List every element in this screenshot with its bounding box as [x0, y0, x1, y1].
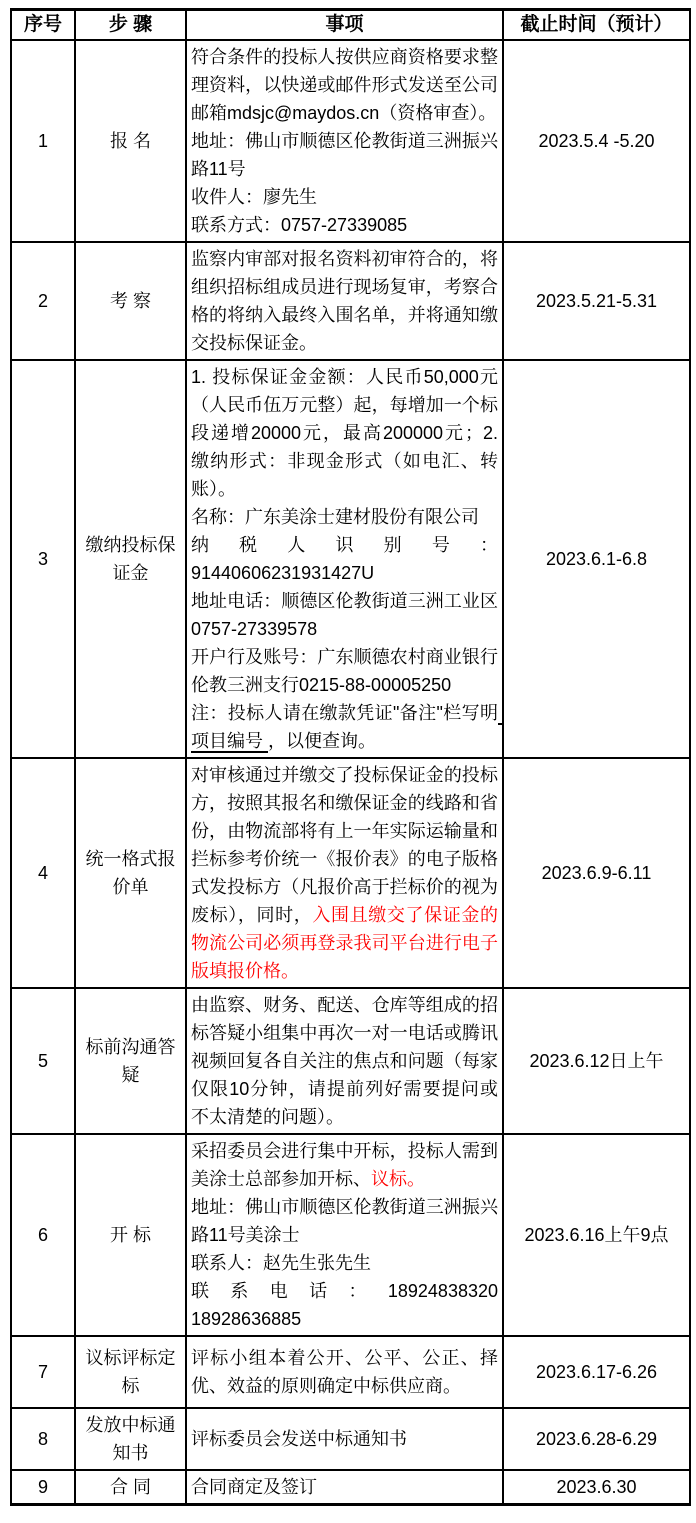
- text-segment: 符合条件的投标人按供应商资格要求整理资料，以快递或邮件形式发送至公司邮箱mdsjc@maydos.cn（资格审查）。: [191, 47, 498, 123]
- cell-item-details: [186, 242, 503, 360]
- cell-sequence-number: 2: [11, 242, 75, 360]
- text-segment: 地址电话：顺德区伦教街道三洲工业区0757-27339578: [191, 591, 498, 639]
- text-segment: 合同商定及签订: [191, 1477, 317, 1497]
- red-emphasis-text: 议标。: [371, 1169, 425, 1189]
- table-body: [11, 40, 690, 1505]
- item-paragraph: [191, 211, 498, 239]
- cell-deadline: 2023.6.30: [503, 1470, 690, 1505]
- text-segment: 1. 投标保证金金额：人民币50,000元（人民币伍万元整）起，每增加一个标段递增20000元，最高200000元；2. 缴纳形式：非现金形式（如电汇、转账）。: [191, 367, 504, 499]
- cell-item-details: [186, 1408, 503, 1470]
- text-segment: 联系方式：0757-27339085: [191, 215, 408, 235]
- bidding-schedule-table: [10, 8, 691, 1506]
- item-paragraph: [191, 1249, 498, 1277]
- cell-sequence-number: 9: [11, 1470, 75, 1505]
- item-paragraph: [191, 183, 498, 211]
- cell-item-details: [186, 360, 503, 758]
- table-row: [11, 360, 690, 758]
- table-row: [11, 988, 690, 1134]
- cell-deadline: 2023.5.21-5.31: [503, 242, 690, 360]
- cell-sequence-number: 7: [11, 1336, 75, 1408]
- cell-step-name: 统一格式报价单: [75, 758, 186, 988]
- item-paragraph: [191, 503, 498, 531]
- cell-step-name: 开 标: [75, 1134, 186, 1336]
- cell-step-name: 合 同: [75, 1470, 186, 1505]
- cell-deadline: 2023.6.28-6.29: [503, 1408, 690, 1470]
- item-paragraph: [191, 245, 498, 357]
- text-segment: 联系人：赵先生张先生: [191, 1253, 371, 1273]
- table-row: [11, 40, 690, 242]
- text-segment: 采招委员会进行集中开标，投标人需到美涂士总部参加开标、: [191, 1141, 498, 1189]
- red-emphasis-text: 入围且缴交了保证金的物流公司必须再登录我司平台进行电子版填报价格。: [191, 905, 498, 981]
- item-paragraph: [191, 587, 498, 643]
- table-row: [11, 1470, 690, 1505]
- table-row: [11, 1408, 690, 1470]
- table-row: [11, 1134, 690, 1336]
- item-paragraph: [191, 643, 498, 699]
- cell-deadline: 2023.5.4 -5.20: [503, 40, 690, 242]
- text-segment: 名称：广东美涂士建材股份有限公司: [191, 507, 479, 527]
- text-segment: 收件人：廖先生: [191, 187, 317, 207]
- cell-deadline: 2023.6.9-6.11: [503, 758, 690, 988]
- cell-deadline: 2023.6.12日上午: [503, 988, 690, 1134]
- text-segment: 纳税人识别号：91440606231931427U: [191, 535, 498, 583]
- text-segment: 地址：佛山市顺德区伦教街道三洲振兴路11号美涂士: [191, 1197, 498, 1245]
- cell-step-name: 议标评标定标: [75, 1336, 186, 1408]
- cell-item-details: [186, 988, 503, 1134]
- item-paragraph: [191, 1193, 498, 1249]
- cell-sequence-number: 5: [11, 988, 75, 1134]
- column-header-deadline: 截止时间（预计）: [503, 10, 690, 41]
- table-row: [11, 1336, 690, 1408]
- text-segment: 联系电话：18924838320 18928636885: [191, 1281, 504, 1329]
- cell-deadline: 2023.6.17-6.26: [503, 1336, 690, 1408]
- text-segment: 注：投标人请在缴款凭证"备注"栏写明: [191, 703, 498, 723]
- text-segment: 对审核通过并缴交了投标保证金的投标方，按照其报名和缴保证金的线路和省份，由物流部将有上一年实际运输量和拦标参考价统一《报价表》的电子版格式发投标方（凡报价高于拦标价的视为废标），同时，: [191, 765, 498, 925]
- item-paragraph: [191, 991, 498, 1131]
- item-paragraph: [191, 699, 504, 755]
- item-paragraph: [191, 43, 498, 127]
- cell-item-details: [186, 1470, 503, 1505]
- cell-step-name: 缴纳投标保证金: [75, 360, 186, 758]
- cell-sequence-number: 1: [11, 40, 75, 242]
- text-segment: 地址：佛山市顺德区伦教街道三洲振兴路11号: [191, 131, 498, 179]
- item-paragraph: [191, 1425, 498, 1453]
- item-paragraph: [191, 1344, 498, 1400]
- cell-item-details: [186, 1134, 503, 1336]
- text-segment: 开户行及账号：广东顺德农村商业银行伦教三洲支行0215-88-00005250: [191, 647, 498, 695]
- column-header-step: 步 骤: [75, 10, 186, 41]
- text-segment: 评标委员会发送中标通知书: [191, 1429, 407, 1449]
- cell-deadline: 2023.6.16上午9点: [503, 1134, 690, 1336]
- item-paragraph: [191, 1473, 498, 1501]
- text-segment: 由监察、财务、配送、仓库等组成的招标答疑小组集中再次一对一电话或腾讯视频回复各自关注的焦点和问题（每家仅限10分钟，请提前列好需要提问或不太清楚的问题）。: [191, 995, 498, 1127]
- cell-deadline: 2023.6.1-6.8: [503, 360, 690, 758]
- cell-item-details: [186, 758, 503, 988]
- cell-item-details: [186, 1336, 503, 1408]
- cell-item-details: [186, 40, 503, 242]
- item-paragraph: [191, 127, 498, 183]
- table-row: [11, 758, 690, 988]
- item-paragraph: [191, 1277, 504, 1333]
- cell-sequence-number: 3: [11, 360, 75, 758]
- table-row: [11, 242, 690, 360]
- cell-sequence-number: 6: [11, 1134, 75, 1336]
- underlined-project-number-text: 项目编号: [191, 703, 504, 751]
- item-paragraph: [191, 1137, 498, 1193]
- text-segment: 监察内审部对报名资料初审符合的，将组织招标组成员进行现场复审，考察合格的将纳入最终入围名单，并将通知缴交投标保证金。: [191, 249, 498, 353]
- column-header-sequence: 序号: [11, 10, 75, 41]
- cell-sequence-number: 8: [11, 1408, 75, 1470]
- table-header-row: [11, 10, 690, 41]
- text-segment: 评标小组本着公开、公平、公正、择优、效益的原则确定中标供应商。: [191, 1348, 498, 1396]
- cell-step-name: 考 察: [75, 242, 186, 360]
- cell-step-name: 标前沟通答疑: [75, 988, 186, 1134]
- cell-step-name: 发放中标通知书: [75, 1408, 186, 1470]
- item-paragraph: [191, 363, 504, 503]
- item-paragraph: [191, 531, 498, 587]
- column-header-items: 事项: [186, 10, 503, 41]
- item-paragraph: [191, 761, 498, 985]
- text-segment: ，以便查询。: [268, 731, 377, 751]
- cell-sequence-number: 4: [11, 758, 75, 988]
- cell-step-name: 报 名: [75, 40, 186, 242]
